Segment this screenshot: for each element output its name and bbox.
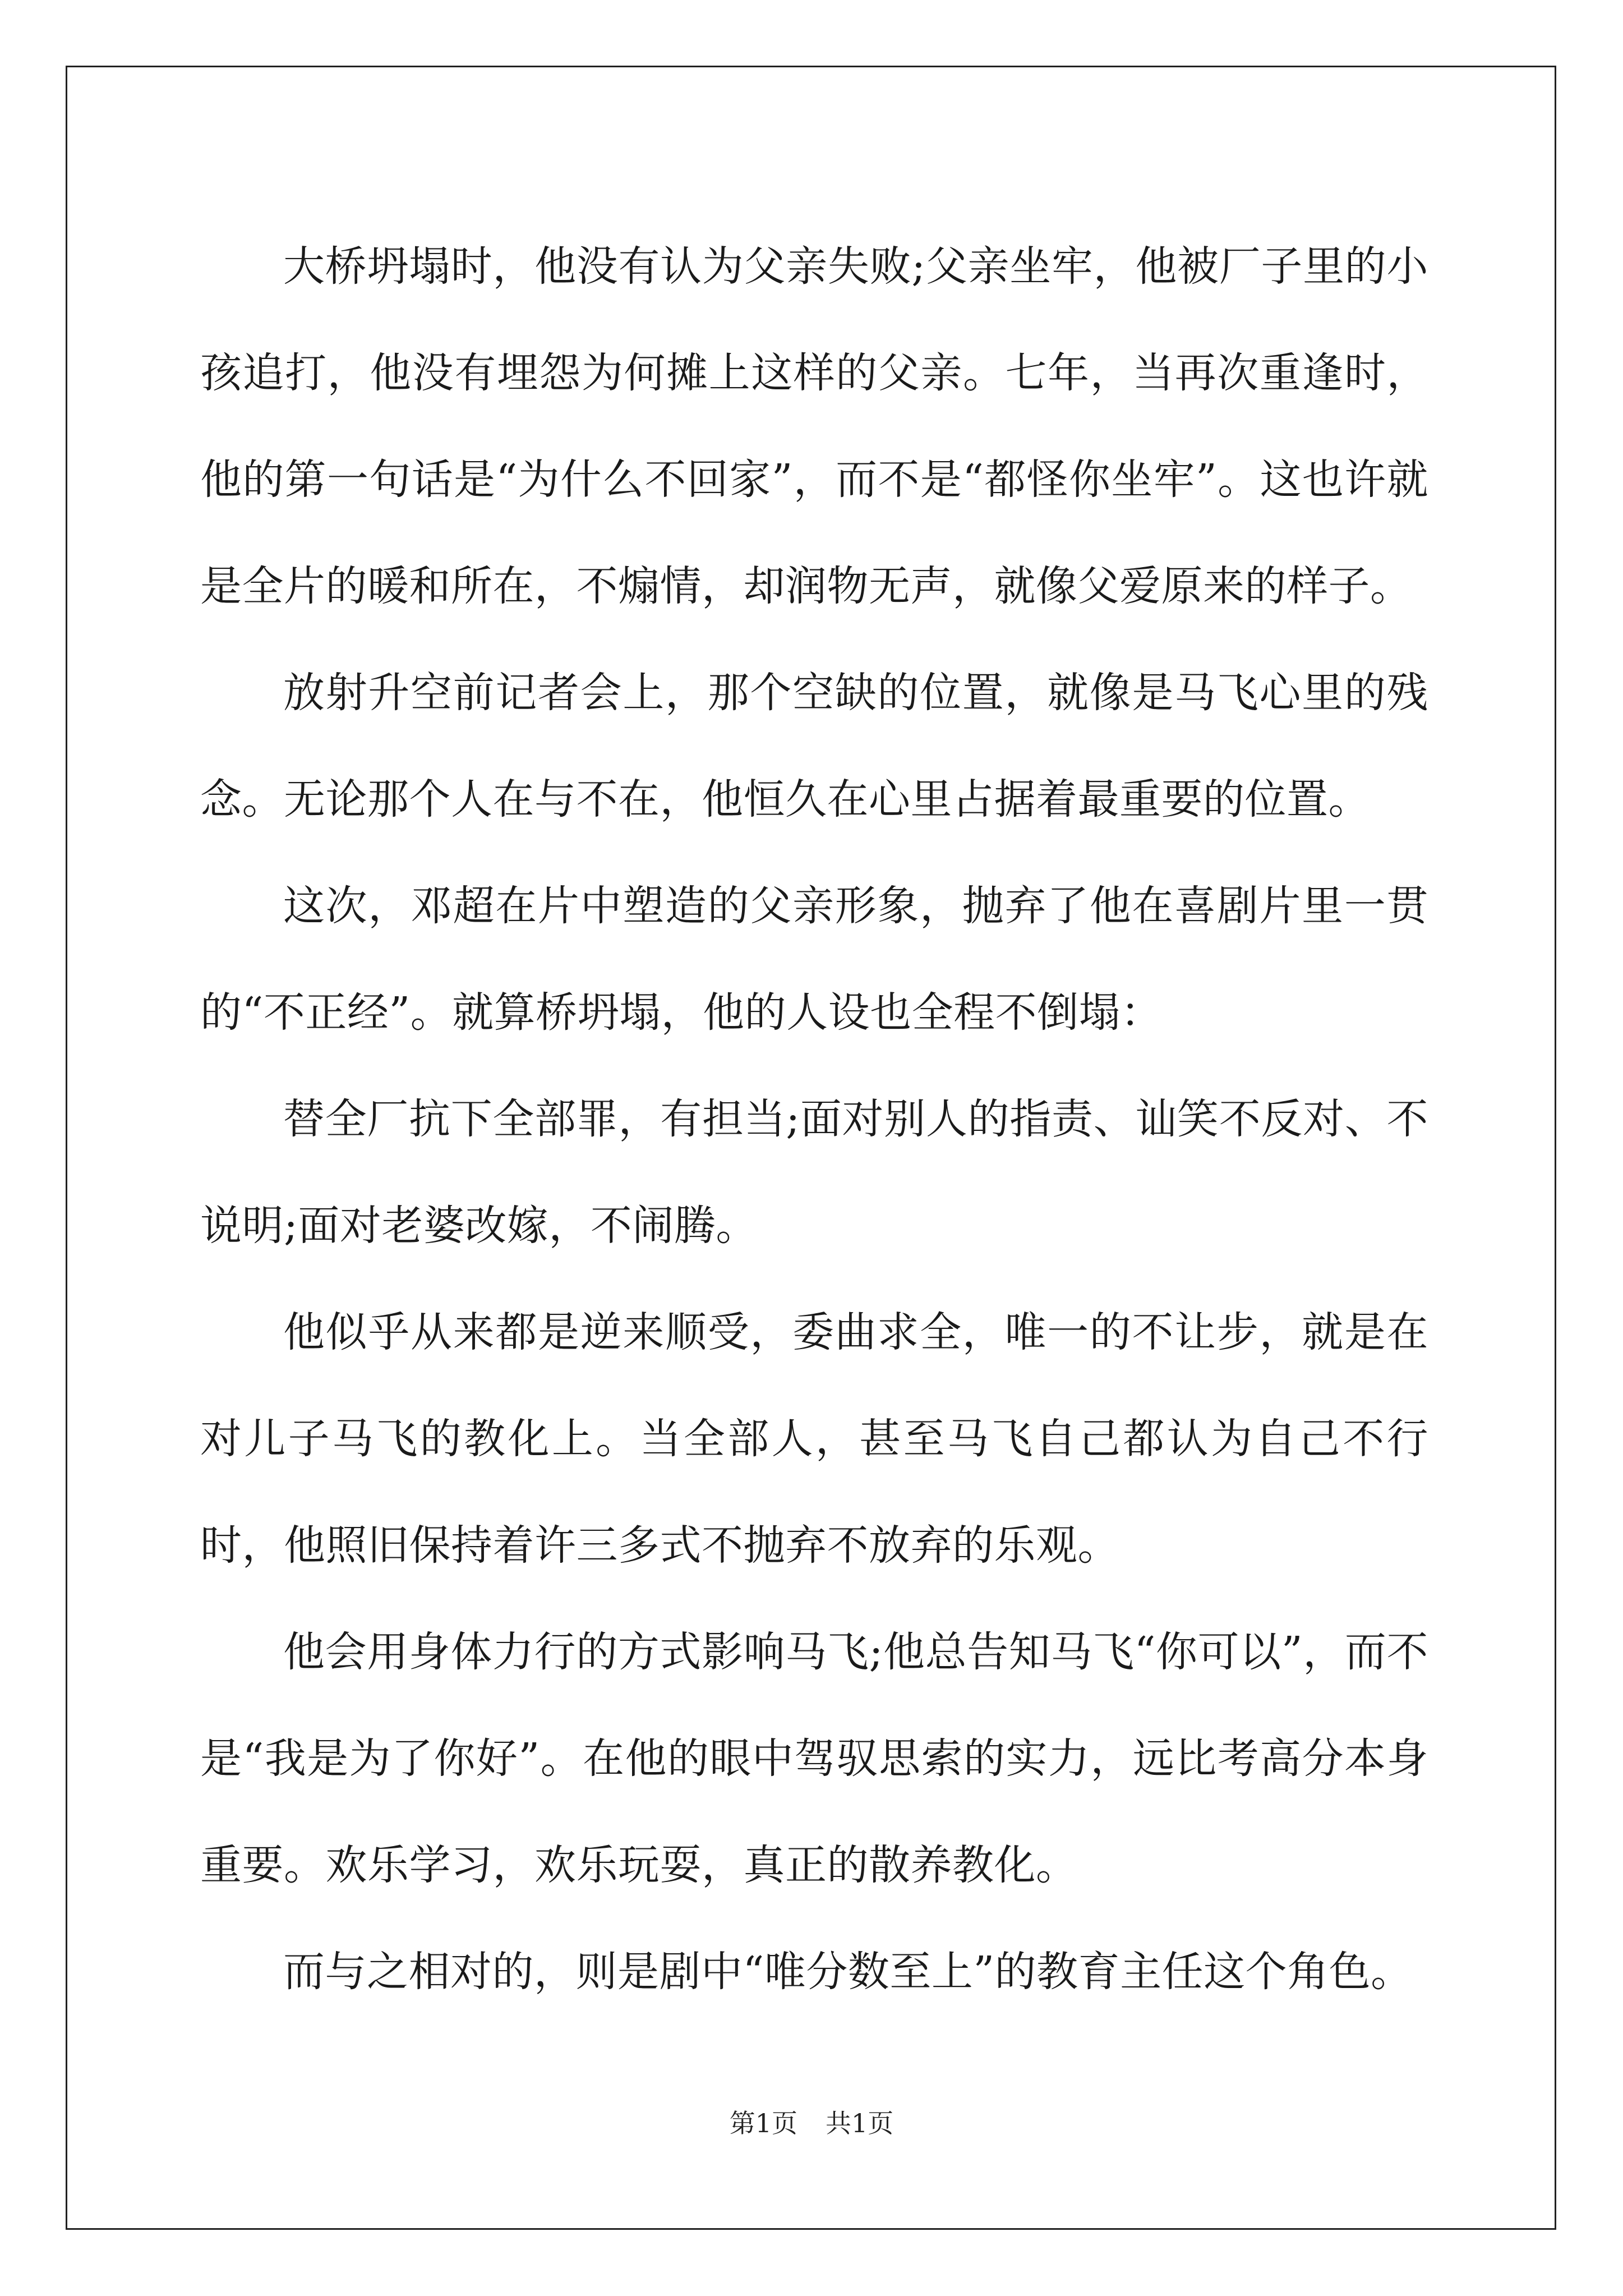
page-footer (0, 2106, 1623, 2140)
paragraph: 这次，邓超在片中塑造的父亲形象，抛弃了他在喜剧片里一贯的“不正经”。就算桥坍塌，他的人设也全程不倒塌： (200, 882, 1428, 1037)
page-number: 第1页 (729, 2108, 797, 2138)
paragraph: 而与之相对的，则是剧中“唯分数至上”的教育主任这个角色。 (283, 1948, 1413, 1996)
paragraph: 他会用身体力行的方式影响马飞;他总告知马飞“你可以”，而不是“我是为了你好”。在他的眼中驾驭思索的实力，远比考高分本身重要。欢乐学习，欢乐玩耍，真正的散养教化。 (200, 1628, 1428, 1889)
document-body (200, 213, 1428, 2025)
page-total: 共1页 (826, 2108, 894, 2138)
paragraph: 放射升空前记者会上，那个空缺的位置，就像是马飞心里的残念。无论那个人在与不在，他恒久在心里占据着最重要的位置。 (200, 669, 1428, 823)
paragraph: 替全厂抗下全部罪，有担当;面对别人的指责、讪笑不反对、不说明;面对老婆改嫁，不闹腾。 (200, 1095, 1428, 1250)
paragraph: 大桥坍塌时，他没有认为父亲失败;父亲坐牢，他被厂子里的小孩追打，他没有埋怨为何摊上这样的父亲。七年，当再次重逢时，他的第一句话是“为什么不回家”，而不是“都怪你坐牢”。这也许就是全片的暖和所在，不煽情，却润物无声，就像父爱原来的样子。 (200, 242, 1428, 610)
paragraph: 他似乎从来都是逆来顺受，委曲求全，唯一的不让步，就是在对儿子马飞的教化上。当全部人，甚至马飞自己都认为自己不行时，他照旧保持着许三多式不抛弃不放弃的乐观。 (200, 1308, 1428, 1570)
